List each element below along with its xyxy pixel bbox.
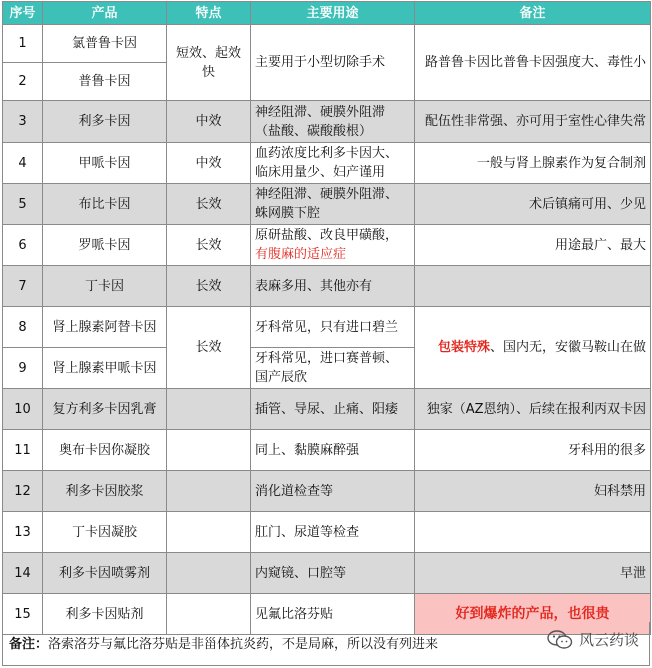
table-row <box>3 143 651 184</box>
anesthetic-table <box>2 1 651 635</box>
table-row <box>3 266 651 307</box>
product-cell: 利多卡因贴剂 <box>43 594 167 635</box>
use-cell: 神经阻滞、硬膜外阻滞（盐酸、碳酸酸根） <box>251 101 415 143</box>
note-cell <box>415 512 651 553</box>
row-number: 15 <box>3 594 43 635</box>
feature-cell <box>167 512 251 553</box>
table-row <box>3 25 651 63</box>
brand-name: 风云药谈 <box>578 631 639 649</box>
row-number: 9 <box>3 348 43 389</box>
wechat-icon <box>547 630 573 650</box>
feature-cell <box>167 430 251 471</box>
header-feature: 特点 <box>167 2 251 25</box>
feature-cell: 短效、起效快 <box>167 25 251 101</box>
product-cell: 布比卡因 <box>43 184 167 225</box>
table-row <box>3 307 651 348</box>
product-cell: 氯普鲁卡因 <box>43 25 167 63</box>
feature-cell: 长效 <box>167 184 251 225</box>
note-cell: 早泄 <box>415 553 651 594</box>
row-number: 2 <box>3 63 43 101</box>
use-cell: 表麻多用、其他亦有 <box>251 266 415 307</box>
row-number: 6 <box>3 225 43 266</box>
feature-cell <box>167 471 251 512</box>
note-cell: 一般与肾上腺素作为复合制剂 <box>415 143 651 184</box>
product-cell: 奥布卡因你凝胶 <box>43 430 167 471</box>
product-cell: 利多卡因喷雾剂 <box>43 553 167 594</box>
row-number: 4 <box>3 143 43 184</box>
product-cell: 普鲁卡因 <box>43 63 167 101</box>
use-cell: 牙科常见，进口赛普顿、国产辰欣 <box>251 348 415 389</box>
row-number: 12 <box>3 471 43 512</box>
product-cell: 甲哌卡因 <box>43 143 167 184</box>
note-cell: 路普鲁卡因比普鲁卡因强度大、毒性小 <box>415 25 651 101</box>
use-cell: 神经阻滞、硬膜外阻滞、蛛网膜下腔 <box>251 184 415 225</box>
note-cell <box>415 266 651 307</box>
feature-cell <box>167 553 251 594</box>
product-cell: 肾上腺素阿替卡因 <box>43 307 167 348</box>
row-number: 10 <box>3 389 43 430</box>
header-no: 序号 <box>3 2 43 25</box>
feature-cell: 中效 <box>167 101 251 143</box>
footer-text: 洛索洛芬与氟比洛芬贴是非甾体抗炎药，不是局麻，所以没有列进来 <box>48 637 439 652</box>
note-cell: 用途最广、最大 <box>415 225 651 266</box>
row-number: 5 <box>3 184 43 225</box>
note-cell: 独家（AZ恩纳）、后续在报利丙双卡因 <box>415 389 651 430</box>
use-cell: 血药浓度比利多卡因大、临床用量少、妇产谨用 <box>251 143 415 184</box>
use-text: 原研盐酸、改良甲磺酸， <box>255 228 399 243</box>
feature-cell: 长效 <box>167 225 251 266</box>
note-cell: 牙科用的很多 <box>415 430 651 471</box>
feature-cell: 中效 <box>167 143 251 184</box>
table-row <box>3 184 651 225</box>
product-cell: 丁卡因 <box>43 266 167 307</box>
product-cell: 罗哌卡因 <box>43 225 167 266</box>
use-cell: 插管、导尿、止痛、阳痿 <box>251 389 415 430</box>
product-cell: 复方利多卡因乳膏 <box>43 389 167 430</box>
brand-watermark <box>547 629 639 650</box>
row-number: 14 <box>3 553 43 594</box>
header-row <box>3 2 651 25</box>
row-number: 1 <box>3 25 43 63</box>
use-cell: 牙科常见，只有进口碧兰 <box>251 307 415 348</box>
use-cell: 消化道检查等 <box>251 471 415 512</box>
header-note: 备注 <box>415 2 651 25</box>
product-cell: 利多卡因胶浆 <box>43 471 167 512</box>
feature-cell <box>167 389 251 430</box>
footer-note-text <box>9 633 438 652</box>
note-cell: 配伍性非常强、亦可用于室性心律失常 <box>415 101 651 143</box>
note-cell <box>415 307 651 389</box>
product-cell: 丁卡因凝胶 <box>43 512 167 553</box>
use-highlight-text: 有腹麻的适应症 <box>255 247 347 262</box>
footer-note <box>2 622 650 666</box>
feature-cell: 长效 <box>167 266 251 307</box>
row-number: 13 <box>3 512 43 553</box>
use-cell: 肛门、尿道等检查 <box>251 512 415 553</box>
product-cell: 利多卡因 <box>43 101 167 143</box>
row-number: 3 <box>3 101 43 143</box>
header-product: 产品 <box>43 2 167 25</box>
table-row <box>3 430 651 471</box>
table-row <box>3 471 651 512</box>
row-number: 7 <box>3 266 43 307</box>
use-cell: 主要用于小型切除手术 <box>251 25 415 101</box>
header-use: 主要用途 <box>251 2 415 25</box>
table-row <box>3 389 651 430</box>
note-highlight-cell: 好到爆炸的产品，也很贵 <box>415 594 651 635</box>
use-cell <box>251 225 415 266</box>
table-row <box>3 101 651 143</box>
feature-cell: 长效 <box>167 307 251 389</box>
table-row <box>3 553 651 594</box>
table-row <box>3 225 651 266</box>
note-cell: 妇科禁用 <box>415 471 651 512</box>
use-cell: 见氟比洛芬贴 <box>251 594 415 635</box>
use-cell: 内窥镜、口腔等 <box>251 553 415 594</box>
note-cell: 术后镇痛可用、少见 <box>415 184 651 225</box>
row-number: 11 <box>3 430 43 471</box>
product-cell: 肾上腺素甲哌卡因 <box>43 348 167 389</box>
footer-label: 备注： <box>9 637 49 652</box>
table-row <box>3 512 651 553</box>
row-number: 8 <box>3 307 43 348</box>
note-text: 、国内无，安徽马鞍山在做 <box>489 340 646 355</box>
note-highlight-text: 包装特殊 <box>437 340 490 355</box>
use-cell: 同上、黏膜麻醉强 <box>251 430 415 471</box>
